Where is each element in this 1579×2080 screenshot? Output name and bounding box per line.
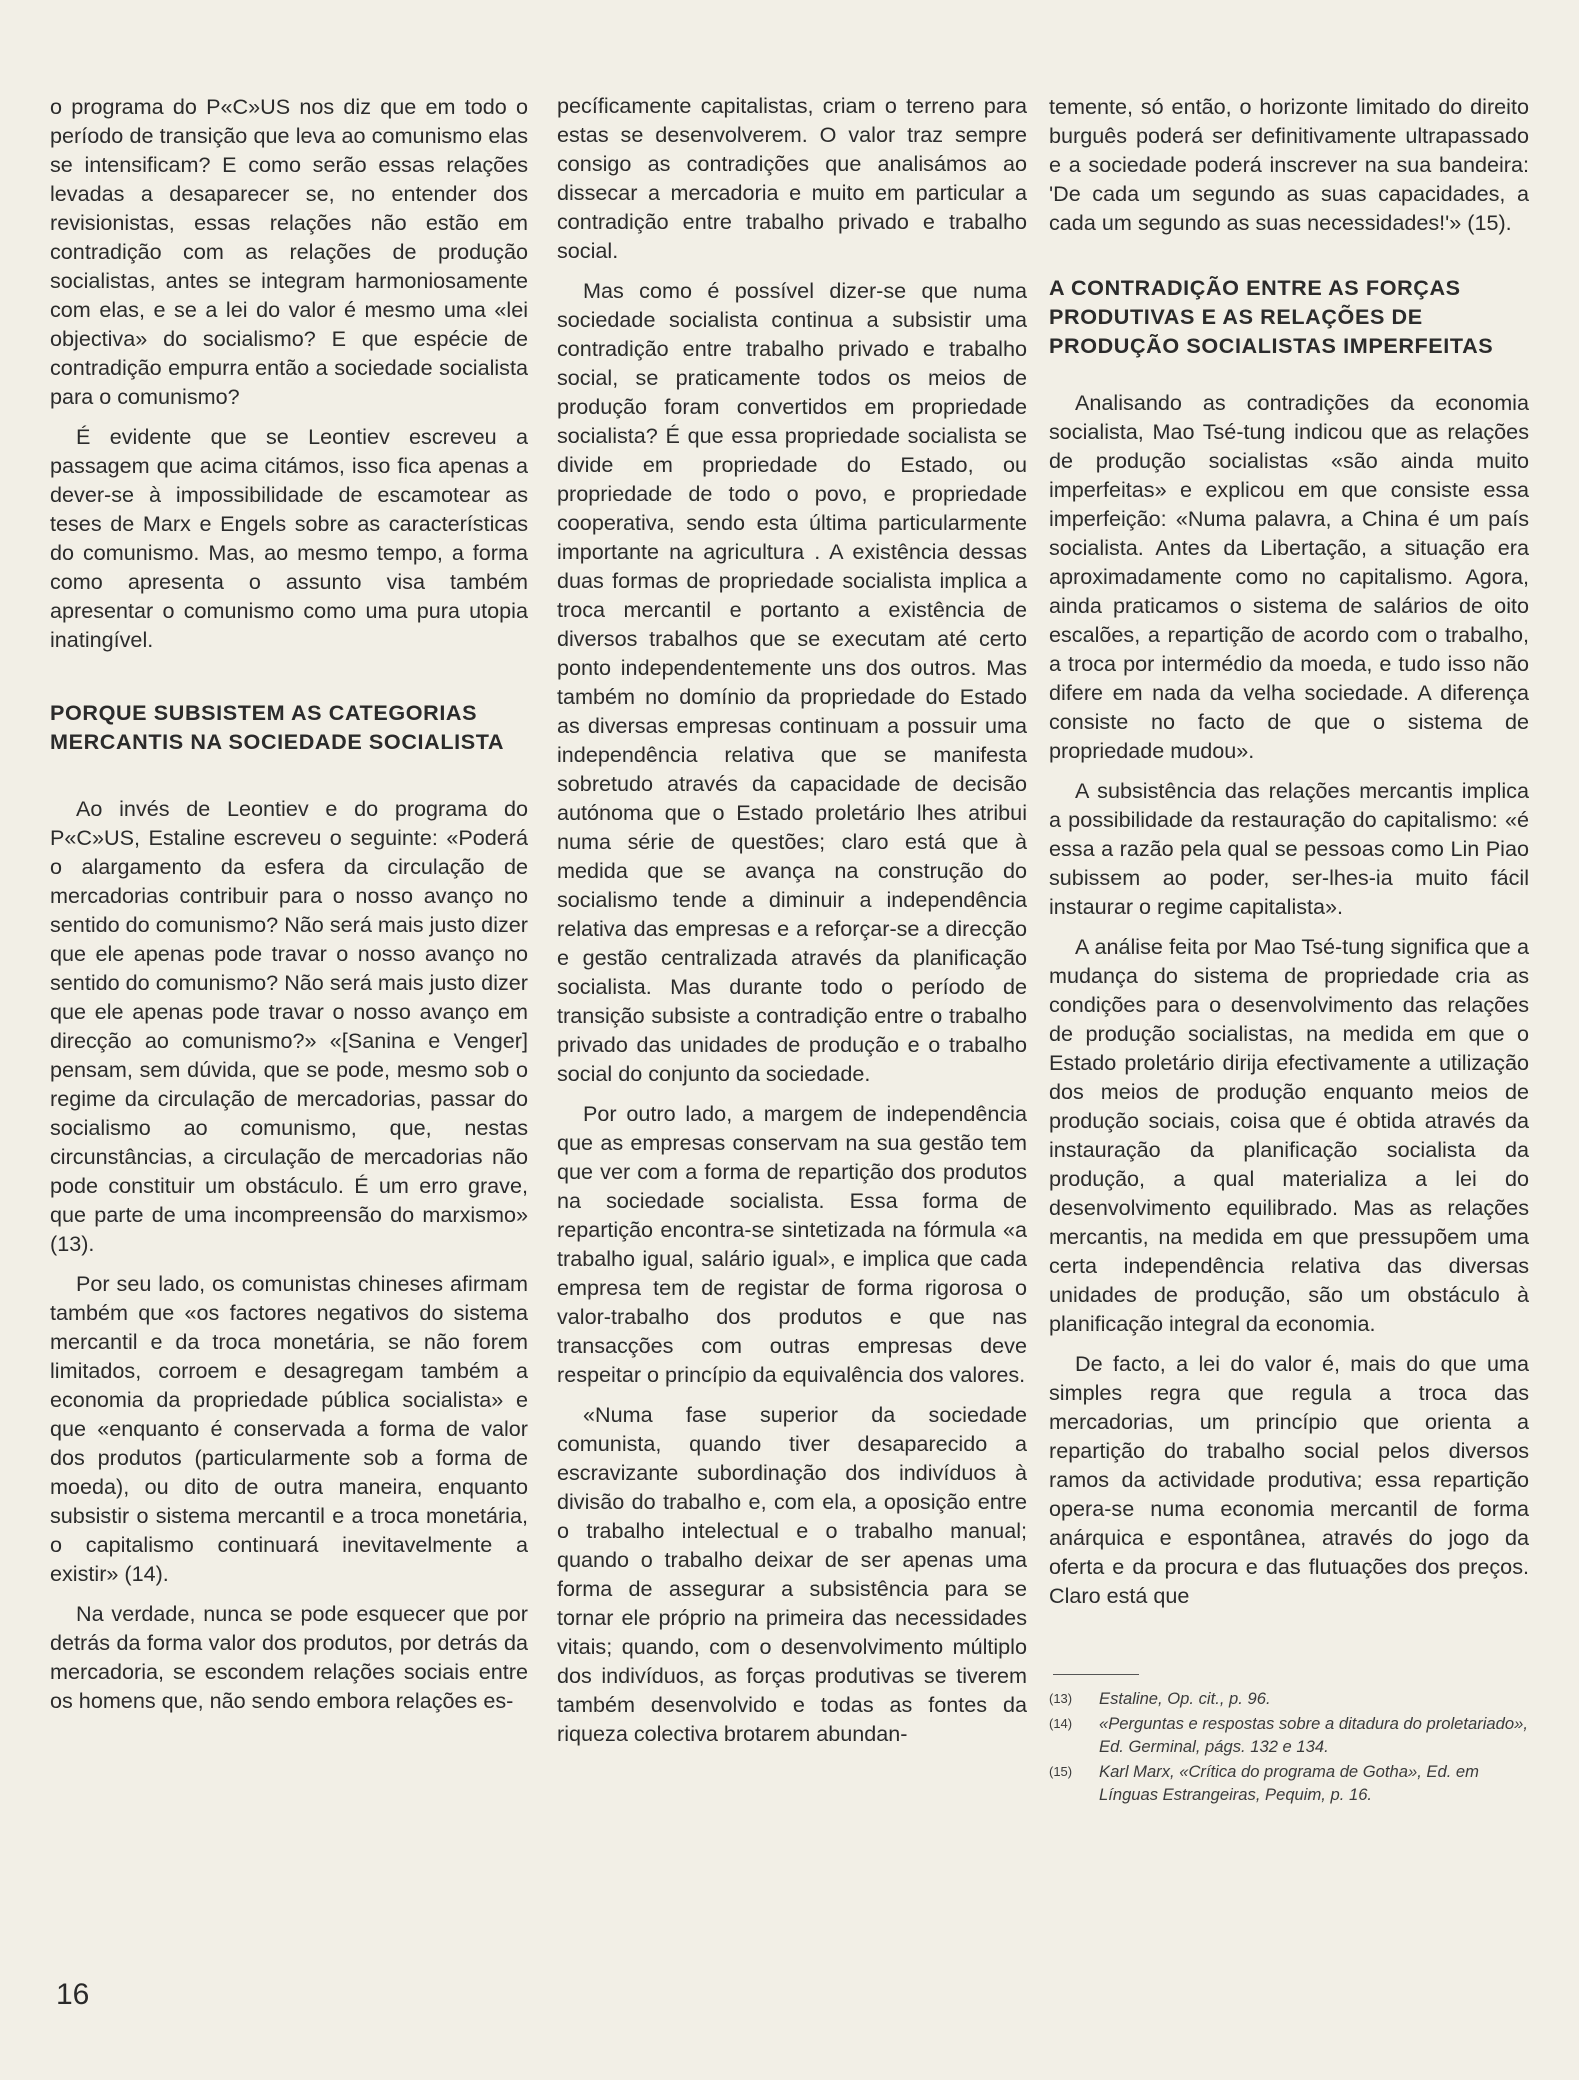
- footnote-number: (13): [1049, 1691, 1073, 1706]
- paragraph: É evidente que se Leontiev escreveu a passagem que acima citámos, isso fica apenas a dever-se à impossibilidade de escamotear as teses de Marx e Engels sobre as características do comunismo. Mas, ao mesmo tempo, a forma como apresenta o assunto visa também apresentar o comunismo como uma pura utopia inatingível.: [50, 424, 528, 652]
- paragraph: Na verdade, nunca se pode esquecer que por detrás da forma valor dos produtos, por detrás da mercadoria, se escondem relações sociais entre os homens que, não sendo embora relações es-: [50, 1601, 528, 1713]
- paragraph: De facto, a lei do valor é, mais do que uma simples regra que regula a troca das mercadorias, um princípio que orienta a repartição do trabalho social pelos diversos ramos da actividade produtiva; essa repartição opera-se numa economia mercantil de forma anárquica e espontânea, através do jogo da oferta e da procura e das flutuações dos preços. Claro está que: [1049, 1351, 1529, 1608]
- footnote-number: (14): [1049, 1716, 1073, 1731]
- paragraph: Mas como é possível dizer-se que numa sociedade socialista continua a subsistir uma contradição entre trabalho privado e trabalho social, se praticamente todos os meios de produção foram convertidos em propriedade socialista? É que essa propriedade socialista se divide em propriedade do Estado, ou propriedade de todo o povo, e propriedade cooperativa, sendo esta última particularmente importante na agricultura . A existência dessas duas formas de propriedade socialista implica a troca mercantil e portanto a existência de diversos trabalhos que se executam até certo ponto independentemente uns dos outros. Mas também no domínio da propriedade do Estado as diversas empresas continuam a possuir uma independência relativa que se manifesta sobretudo através da capacidade de decisão autónoma que o Estado proletário lhes atribui numa série de questões; claro está que à medida que se avança na construção do socialismo tende a diminuir a independência relativa das empresas e a reforçar-se a direcção e gestão centralizada através da planificação socialista. Mas durante todo o período de transição subsiste a contradição entre o trabalho privado das unidades de produção e o trabalho social do conjunto da sociedade.: [557, 278, 1027, 1086]
- page-number: 16: [56, 1978, 90, 2011]
- paragraph: Por outro lado, a margem de independência que as empresas conservam na sua gestão tem que ver com a forma de repartição dos produtos na sociedade socialista. Essa forma de repartição encontra-se sintetizada na fórmula «a trabalho igual, salário igual», e implica que cada empresa tem de registar de forma rigorosa o valor-trabalho dos produtos e que nas transacções com outras empresas deve respeitar o princípio da equivalência dos valores.: [557, 1101, 1027, 1387]
- column-1: [50, 92, 528, 1726]
- column-2: [557, 91, 1027, 1759]
- footnotes: [1049, 1687, 1529, 1806]
- footnote: [1049, 1760, 1529, 1806]
- column-3: [1049, 92, 1529, 1808]
- section-heading: A CONTRADIÇÃO ENTRE AS FORÇAS PRODUTIVAS E AS RELAÇÕES DE PRODUÇÃO SOCIALISTAS IMPERFEITAS: [1049, 275, 1494, 358]
- paragraph: A subsistência das relações mercantis implica a possibilidade da restauração do capitalismo: «é essa a razão pela qual se pessoas como Lin Piao subissem ao poder, ser-lhes-ia muito fácil instaurar o regime capitalista».: [1049, 778, 1529, 919]
- footnote-number: (15): [1049, 1764, 1073, 1779]
- section-heading: PORQUE SUBSISTEM AS CATEGORIAS MERCANTIS NA SOCIEDADE SOCIALISTA: [50, 700, 505, 754]
- footnote: [1049, 1712, 1529, 1758]
- footnote-text: Estaline, Op. cit., p. 96.: [1099, 1689, 1271, 1708]
- paragraph: o programa do P«C»US nos diz que em todo o período de transição que leva ao comunismo elas se intensificam? E como serão essas relações levadas a desaparecer se, no entender dos revisionistas, essas relações não estão em contradição com as relações de produção socialistas, antes se integram harmoniosamente com elas, e se a lei do valor é mesmo uma «lei objectiva» do socialismo? E que espécie de contradição empurra então a sociedade socialista para o comunismo?: [50, 94, 528, 409]
- paragraph: Por seu lado, os comunistas chineses afirmam também que «os factores negativos do sistema mercantil e da troca monetária, se não forem limitados, corroem e desagregam também a economia da propriedade pública socialista» e que «enquanto é conservada a forma de valor dos produtos (particularmente sob a forma de moeda), ou dito de outra maneira, enquanto subsistir o sistema mercantil e a troca monetária, o capitalismo continuará inevitavelmente a existir» (14).: [50, 1271, 528, 1586]
- footnote-divider: [1053, 1674, 1139, 1675]
- paragraph: temente, só então, o horizonte limitado do direito burguês poderá ser definitivamente ultrapassado e a sociedade poderá inscrever na sua bandeira: 'De cada um segundo as suas capacidades, a cada um segundo as suas necessidades!'» (15).: [1049, 94, 1529, 235]
- footnote: [1049, 1687, 1529, 1710]
- paragraph: Analisando as contradições da economia socialista, Mao Tsé-tung indicou que as relações de produção socialistas «são ainda muito imperfeitas» e explicou em que consiste essa imperfeição: «Numa palavra, a China é um país socialista. Antes da Libertação, a situação era aproximadamente como no capitalismo. Agora, ainda praticamos o sistema de salários de oito escalões, a repartição de acordo com o trabalho, a troca por intermédio da moeda, e tudo isso não difere em nada da velha sociedade. A diferença consiste no facto de que o sistema de propriedade mudou».: [1049, 390, 1529, 763]
- paragraph: A análise feita por Mao Tsé-tung significa que a mudança do sistema de propriedade cria as condições para o desenvolvimento das relações de produção socialistas, na medida em que o Estado proletário dirija efectivamente a utilização dos meios de produção enquanto meios de produção sociais, coisa que é obtida através da instauração da planificação socialista da produção, a qual materializa a lei do desenvolvimento equilibrado. Mas as relações mercantis, na medida em que pressupõem uma certa independência relativa das diversas unidades de produção, são um obstáculo à planificação integral da economia.: [1049, 934, 1529, 1336]
- paragraph: «Numa fase superior da sociedade comunista, quando tiver desaparecido a escravizante subordinação dos indivíduos à divisão do trabalho e, com ela, a oposição entre o trabalho intelectual e o trabalho manual; quando o trabalho deixar de ser apenas uma forma de assegurar a subsistência para se tornar ele próprio na primeira das necessidades vitais; quando, com o desenvolvimento múltiplo dos indivíduos, as forças produtivas se tiverem também desenvolvido e todas as fontes da riqueza colectiva brotarem abundan-: [557, 1402, 1027, 1746]
- paragraph: pecíficamente capitalistas, criam o terreno para estas se desenvolverem. O valor traz sempre consigo as contradições que analisámos ao dissecar a mercadoria e muito em particular a contradição entre trabalho privado e trabalho social.: [557, 93, 1027, 263]
- paragraph: Ao invés de Leontiev e do programa do P«C»US, Estaline escreveu o seguinte: «Poderá o alargamento da esfera da circulação de mercadorias contribuir para o nosso avanço no sentido do comunismo? Não será mais justo dizer que ele apenas pode travar o nosso avanço no sentido do comunismo? Não será mais justo dizer que ele apenas pode travar o nosso avanço em direcção ao comunismo?» «[Sanina e Venger] pensam, sem dúvida, que se pode, mesmo sob o regime da circulação de mercadorias, passar do socialismo ao comunismo, que, nestas circunstâncias, a circulação de mercadorias não pode constituir um obstáculo. É um erro grave, que parte de uma incompreensão do marxismo» (13).: [50, 796, 528, 1256]
- footnote-text: Karl Marx, «Crítica do programa de Gotha», Ed. em Línguas Estrangeiras, Pequim, p. 16.: [1099, 1762, 1479, 1804]
- footnote-text: «Perguntas e respostas sobre a ditadura do proletariado», Ed. Germinal, págs. 132 e 134.: [1099, 1714, 1528, 1756]
